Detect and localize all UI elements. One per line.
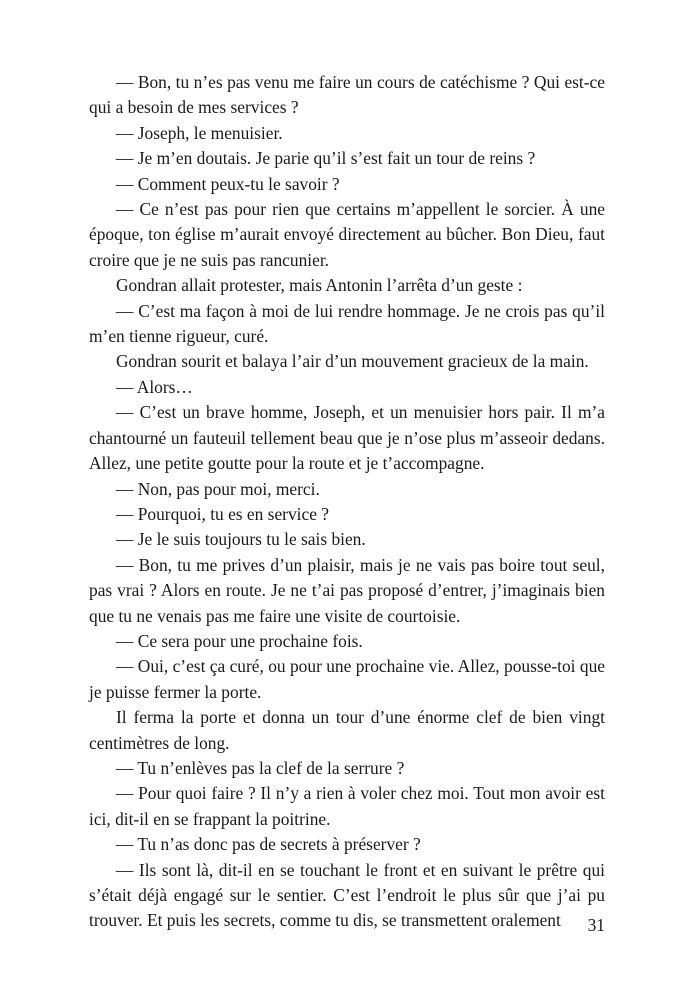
paragraph: — C’est ma façon à moi de lui rendre hommage. Je ne crois pas qu’il m’en tienne rigueur, curé. — [89, 300, 605, 347]
paragraph: — Ce sera pour une prochaine fois. — [116, 630, 363, 651]
paragraph: — Bon, tu me prives d’un plaisir, mais je ne vais pas boire tout seul, pas vrai ? Alors en route. Je ne t’ai pas proposé d’entrer, j’imaginais bien que tu ne venais pas me faire une visite de courtoisie. — [89, 554, 605, 626]
paragraph: — Bon, tu n’es pas venu me faire un cours de catéchisme ? Qui est-ce qui a besoin de mes services ? — [89, 72, 605, 118]
paragraph: — Ce n’est pas pour rien que certains m’appellent le sorcier. À une époque, ton église m’aurait envoyé directement au bûcher. Bon Dieu, faut croire que je ne suis pas rancunier. — [89, 199, 605, 270]
paragraph: Gondran allait protester, mais Antonin l’arrêta d’un geste : — [116, 275, 523, 296]
paragraph: Gondran sourit et balaya l’air d’un mouvement gracieux de la main. — [116, 351, 589, 372]
paragraph: — C’est un brave homme, Joseph, et un menuisier hors pair. Il m’a chantourné un fauteuil tellement beau que je n’ose plus m’asseoir dedans. Allez, une petite goutte pour la route et je t’accompagne. — [89, 402, 605, 474]
paragraph: — Non, pas pour moi, merci. — [116, 478, 320, 499]
page-number: 31 — [587, 915, 605, 935]
paragraph: — Comment peux-tu le savoir ? — [116, 173, 340, 194]
body-text — [89, 70, 605, 934]
paragraph: — Joseph, le menuisier. — [116, 122, 283, 143]
paragraph: — Je m’en doutais. Je parie qu’il s’est fait un tour de reins ? — [116, 148, 536, 169]
paragraph: — Tu n’enlèves pas la clef de la serrure ? — [116, 757, 405, 778]
paragraph: — Ils sont là, dit-il en se touchant le front et en suivant le prêtre qui s’était déjà engagé sur le sentier. C’est l’endroit le plus sûr que j’ai pu trouver. Et puis les secrets, comme tu dis, se transmettent oralement — [89, 859, 605, 931]
paragraph: — Pour quoi faire ? Il n’y a rien à voler chez moi. Tout mon avoir est ici, dit-il en se frappant la poitrine. — [89, 783, 605, 829]
paragraph: — Je le suis toujours tu le sais bien. — [116, 529, 366, 550]
paragraph: Il ferma la porte et donna un tour d’une énorme clef de bien vingt centimètres de long. — [89, 707, 605, 753]
paragraph: — Pourquoi, tu es en service ? — [116, 503, 329, 524]
paragraph: — Tu n’as donc pas de secrets à préserver ? — [116, 834, 421, 855]
paragraph: — Oui, c’est ça curé, ou pour une prochaine vie. Allez, pousse-toi que je puisse fermer la porte. — [89, 656, 605, 702]
paragraph: — Alors… — [116, 376, 193, 397]
